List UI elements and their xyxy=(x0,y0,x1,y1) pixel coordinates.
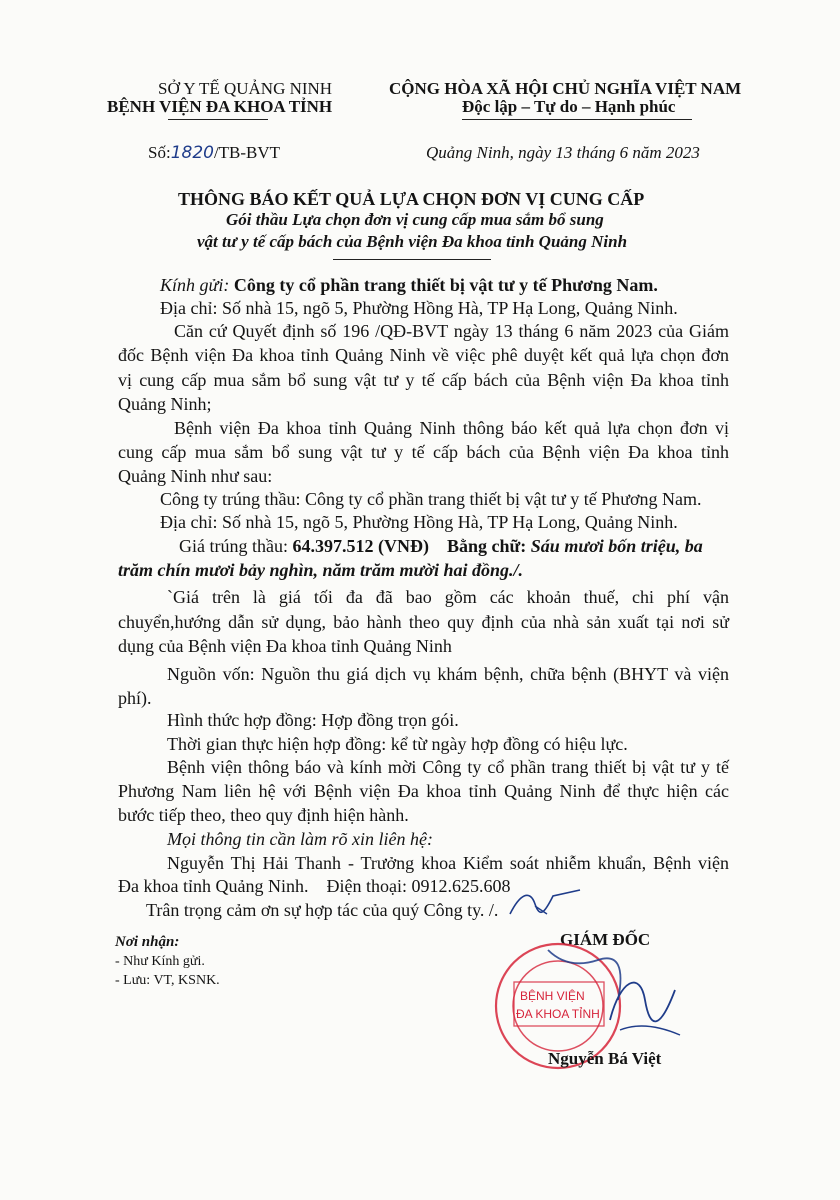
contract-form: Hình thức hợp đồng: Hợp đồng trọn gói. xyxy=(167,710,459,730)
recipient-address: Địa chỉ: Số nhà 15, ngõ 5, Phường Hồng Hà, TP Hạ Long, Quảng Ninh. xyxy=(160,298,678,318)
price-words-2: trăm chín mươi bảy nghìn, năm trăm mười hai đồng./. xyxy=(118,560,523,580)
invite-line-2: Phương Nam liên hệ với Bệnh viện Đa khoa tỉnh Quảng Ninh để thực hiện các xyxy=(118,781,729,801)
org-line-1: SỞ Y TẾ QUẢNG NINH xyxy=(158,79,333,98)
seal-line-2: ĐA KHOA TỈNH xyxy=(516,1007,600,1021)
price-note-1: `Giá trên là giá tối đa đã bao gồm các khoản thuế, chi phí vận xyxy=(167,587,729,607)
signatory-name: Nguyễn Bá Việt xyxy=(548,1049,662,1068)
recipient xyxy=(160,275,658,296)
doc-subtitle-1: Gói thầu Lựa chọn đơn vị cung cấp mua sắm bổ sung xyxy=(226,210,604,229)
country-line-1: CỘNG HÒA XÃ HỘI CHỦ NGHĨA VIỆT NAM xyxy=(389,79,742,98)
price-value: 64.397.512 (VNĐ) xyxy=(292,536,429,556)
org-line-2: BỆNH VIỆN ĐA KHOA TỈNH xyxy=(107,97,333,116)
price-line xyxy=(179,536,703,557)
invite-line-3: bước tiếp theo, theo quy định hiện hành. xyxy=(118,805,409,825)
price-note-3: dụng của Bệnh viện Đa khoa tỉnh Quảng Ninh xyxy=(118,636,452,656)
recipients-item-1: - Như Kính gửi. xyxy=(115,954,205,969)
seal-line-1: BỆNH VIỆN xyxy=(520,989,585,1003)
doc-number-prefix: Số: xyxy=(148,143,171,162)
winner-address: Địa chỉ: Số nhà 15, ngõ 5, Phường Hồng Hà, TP Hạ Long, Quảng Ninh. xyxy=(160,512,678,532)
document-number xyxy=(148,143,280,163)
basis-line-1: Căn cứ Quyết định số 196 /QĐ-BVT ngày 13 tháng 6 năm 2023 của Giám xyxy=(174,321,729,341)
country-line-2: Độc lập – Tự do – Hạnh phúc xyxy=(462,97,676,116)
doc-number-suffix: /TB-BVT xyxy=(213,143,281,162)
initial-signature-mark xyxy=(505,884,585,924)
director-signature xyxy=(600,960,690,1050)
recipients-item-2: - Lưu: VT, KSNK. xyxy=(115,973,220,988)
basis-line-4: Quảng Ninh; xyxy=(118,394,212,414)
motto-underline xyxy=(462,119,692,120)
contract-time: Thời gian thực hiện hợp đồng: kể từ ngày hợp đồng có hiệu lực. xyxy=(167,734,628,754)
basis-line-3: vị cung cấp mua sắm bổ sung vật tư y tế cấp bách của Bệnh viện Đa khoa tỉnh xyxy=(118,370,729,390)
fund-line-1: Nguồn vốn: Nguồn thu giá dịch vụ khám bệnh, chữa bệnh (BHYT và viện xyxy=(167,664,729,684)
notice-line-2: cung cấp mua sắm bổ sung vật tư y tế cấp bách của Bệnh viện Đa khoa tỉnh xyxy=(118,442,729,462)
invite-line-1: Bệnh viện thông báo và kính mời Công ty cổ phần trang thiết bị vật tư y tế xyxy=(167,757,729,777)
contact-intro: Mọi thông tin cần làm rõ xin liên hệ: xyxy=(167,829,433,849)
thanks-line: Trân trọng cảm ơn sự hợp tác của quý Công ty. /. xyxy=(146,900,499,920)
price-note-2: chuyển,hướng dẫn sử dụng, bảo hành theo quy định của nhà sản xuất tại nơi sử xyxy=(118,612,729,632)
contact-line-1: Nguyễn Thị Hải Thanh - Trưởng khoa Kiểm soát nhiễm khuẩn, Bệnh viện xyxy=(167,853,729,873)
recipient-label: Kính gửi: xyxy=(160,275,230,295)
fund-line-2: phí). xyxy=(118,688,152,708)
place-date: Quảng Ninh, ngày 13 tháng 6 năm 2023 xyxy=(426,143,700,162)
org-underline xyxy=(168,119,268,120)
recipients-label: Nơi nhận: xyxy=(115,934,180,950)
contact-line-2: Đa khoa tỉnh Quảng Ninh. Điện thoại: 0912.625.608 xyxy=(118,876,511,896)
basis-line-2: đốc Bệnh viện Đa khoa tỉnh Quảng Ninh về việc phê duyệt kết quả lựa chọn đơn xyxy=(118,345,729,365)
doc-title: THÔNG BÁO KẾT QUẢ LỰA CHỌN ĐƠN VỊ CUNG CẤP xyxy=(178,189,645,209)
recipient-name: Công ty cổ phần trang thiết bị vật tư y tế Phương Nam. xyxy=(233,275,658,295)
price-words-1: Sáu mươi bốn triệu, ba xyxy=(530,536,703,556)
signature-title: GIÁM ĐỐC xyxy=(560,930,651,949)
doc-number-handwritten: 1820 xyxy=(170,143,214,163)
price-words-label: Bằng chữ: xyxy=(446,536,527,556)
winner: Công ty trúng thầu: Công ty cổ phần trang thiết bị vật tư y tế Phương Nam. xyxy=(160,489,702,509)
notice-line-1: Bệnh viện Đa khoa tỉnh Quảng Ninh thông báo kết quả lựa chọn đơn vị xyxy=(174,418,729,438)
notice-line-3: Quảng Ninh như sau: xyxy=(118,466,273,486)
price-label: Giá trúng thầu: xyxy=(179,536,288,556)
title-underline xyxy=(333,259,491,260)
doc-subtitle-2: vật tư y tế cấp bách của Bệnh viện Đa khoa tỉnh Quảng Ninh xyxy=(197,232,628,251)
